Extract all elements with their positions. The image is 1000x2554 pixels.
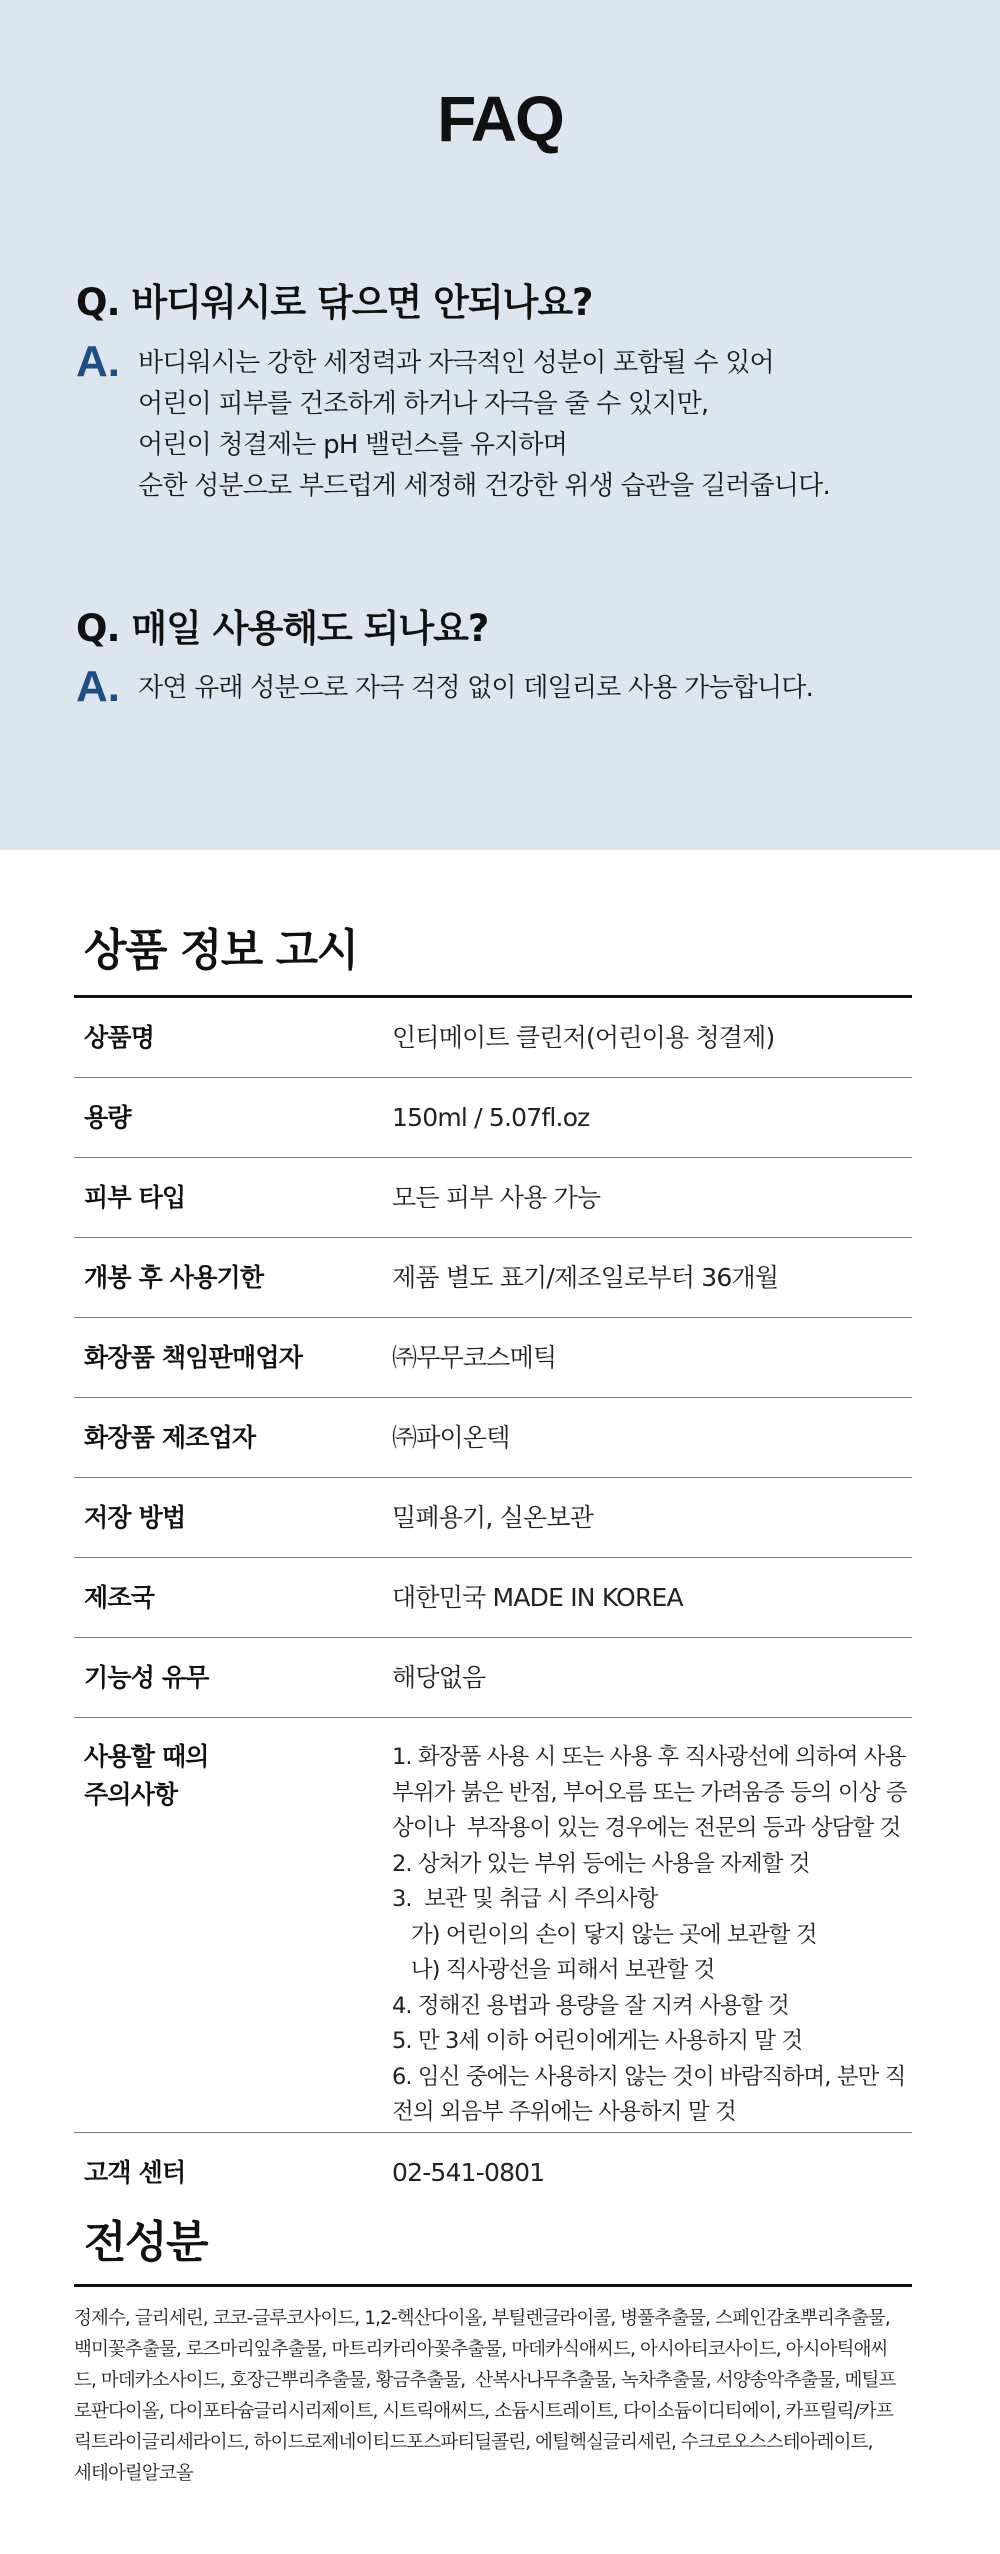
caution-line: 4. 정해진 용법과 용량을 잘 지켜 사용할 것	[392, 1992, 789, 2019]
info-value: 제품 별도 표기/제조일로부터 36개월	[392, 1263, 779, 1292]
info-label: 제조국	[84, 1583, 155, 1612]
caution-line: 6. 임신 중에는 사용하지 않는 것이 바람직하며, 분만 직	[392, 2063, 906, 2090]
info-value: 150ml / 5.07fl.oz	[392, 1103, 590, 1132]
info-label: 상품명	[84, 1023, 155, 1052]
info-label: 사용할 때의 주의사항	[84, 1742, 209, 1809]
info-row-caution	[74, 1718, 912, 2133]
ingredients-line: 세테아릴알코올	[74, 2463, 193, 2484]
info-row-customer-center	[74, 2133, 912, 2212]
faq-answer-mark-2: A.	[76, 662, 120, 711]
caution-line: 나) 직사광선을 피해서 보관할 것	[392, 1957, 715, 1983]
info-row-skin-type	[74, 1158, 912, 1238]
info-label: 기능성 유무	[84, 1663, 209, 1692]
info-value: ㈜무무코스메틱	[392, 1343, 557, 1372]
ingredients-line: 로판다이올, 다이포타슘글리시리제이트, 시트릭애씨드, 소듐시트레이트, 다이소듐이디티에이, 카프릴릭/카프	[74, 2401, 893, 2422]
ingredients-line: 백미꽃추출물, 로즈마리잎추출물, 마트리카리아꽃추출물, 마데카식애씨드, 아시아티코사이드, 아시아틱애씨	[74, 2339, 888, 2360]
info-value: 인티메이트 클린저(어린이용 청결제)	[392, 1023, 775, 1052]
product-info-title: 상품 정보 고시	[84, 925, 358, 976]
info-row-product-name	[74, 998, 912, 1078]
caution-line: 부위가 붉은 반점, 부어오름 또는 가려움증 등의 이상 증	[392, 1779, 907, 1806]
info-row-expiry	[74, 1238, 912, 1318]
info-label: 화장품 책임판매업자	[84, 1343, 303, 1372]
info-value: 해당없음	[392, 1663, 486, 1692]
caution-line: 1. 화장품 사용 시 또는 사용 후 직사광선에 의하여 사용	[392, 1744, 906, 1770]
info-label: 고객 센터	[84, 2158, 186, 2187]
info-row-origin	[74, 1558, 912, 1638]
info-row-manufacturer	[74, 1398, 912, 1478]
info-row-volume	[74, 1078, 912, 1158]
faq-question-1: Q. 바디워시로 닦으면 안되나요?	[76, 281, 593, 324]
info-label: 개봉 후 사용기한	[84, 1263, 264, 1292]
info-row-functional	[74, 1638, 912, 1718]
caution-line: 가) 어린이의 손이 닿지 않는 곳에 보관할 것	[392, 1921, 817, 1948]
info-value: 밀폐용기, 실온보관	[392, 1503, 594, 1532]
faq-answer-mark-1: A.	[76, 337, 120, 386]
info-label: 용량	[84, 1103, 131, 1132]
faq-title: FAQ	[437, 83, 563, 155]
product-info-table	[74, 998, 912, 2212]
caution-line: 5. 만 3세 이하 어린이에게는 사용하지 말 것	[392, 2028, 803, 2054]
ingredients-top-rule	[74, 2284, 912, 2287]
info-value: 대한민국 MADE IN KOREA	[392, 1583, 683, 1612]
caution-line: 2. 상처가 있는 부위 등에는 사용을 자제할 것	[392, 1850, 810, 1877]
info-label: 피부 타입	[84, 1183, 186, 1212]
faq-question-2: Q. 매일 사용해도 되나요?	[76, 607, 489, 650]
ingredients-line: 정제수, 글리세린, 코코-글루코사이드, 1,2-헥산다이올, 부틸렌글라이콜, 병풀추출물, 스페인감초뿌리추출물,	[74, 2308, 890, 2329]
ingredients-line: 릭트라이글리세라이드, 하이드로제네이티드포스파티딜콜린, 에틸헥실글리세린, 수크로오스스테아레이트,	[74, 2432, 873, 2453]
info-value: 모든 피부 사용 가능	[392, 1183, 601, 1212]
info-row-distributor	[74, 1318, 912, 1398]
caution-list	[392, 1740, 912, 2131]
info-row-storage	[74, 1478, 912, 1558]
faq-answer-2: 자연 유래 성분으로 자극 걱정 없이 데일리로 사용 가능합니다.	[138, 673, 814, 703]
caution-line: 3. 보관 및 취급 시 주의사항	[392, 1886, 658, 1912]
caution-line: 전의 외음부 주위에는 사용하지 말 것	[392, 2099, 736, 2125]
ingredients-list	[74, 2303, 924, 2489]
info-value: ㈜파이온텍	[392, 1423, 510, 1452]
customer-center-phone: 02-541-0801	[392, 2158, 545, 2187]
info-label: 화장품 제조업자	[84, 1423, 256, 1452]
faq-answer-1: 바디워시는 강한 세정력과 자극적인 성분이 포함될 수 있어 어린이 피부를 건조하게 하거나 자극을 줄 수 있지만, 어린이 청결제는 pH 밸런스를 유지하며 순한 성분으로 부드럽게 세정해 건강한 위생 습관을 길러줍니다.	[138, 348, 830, 501]
ingredients-line: 드, 마데카소사이드, 호장근뿌리추출물, 황금추출물, 산복사나무추출물, 녹차추출물, 서양송악추출물, 메틸프	[74, 2370, 896, 2391]
caution-line: 상이나 부작용이 있는 경우에는 전문의 등과 상담할 것	[392, 1815, 901, 1841]
ingredients-title: 전성분	[84, 2217, 208, 2268]
info-label: 저장 방법	[84, 1503, 186, 1532]
faq-section	[0, 0, 1000, 850]
